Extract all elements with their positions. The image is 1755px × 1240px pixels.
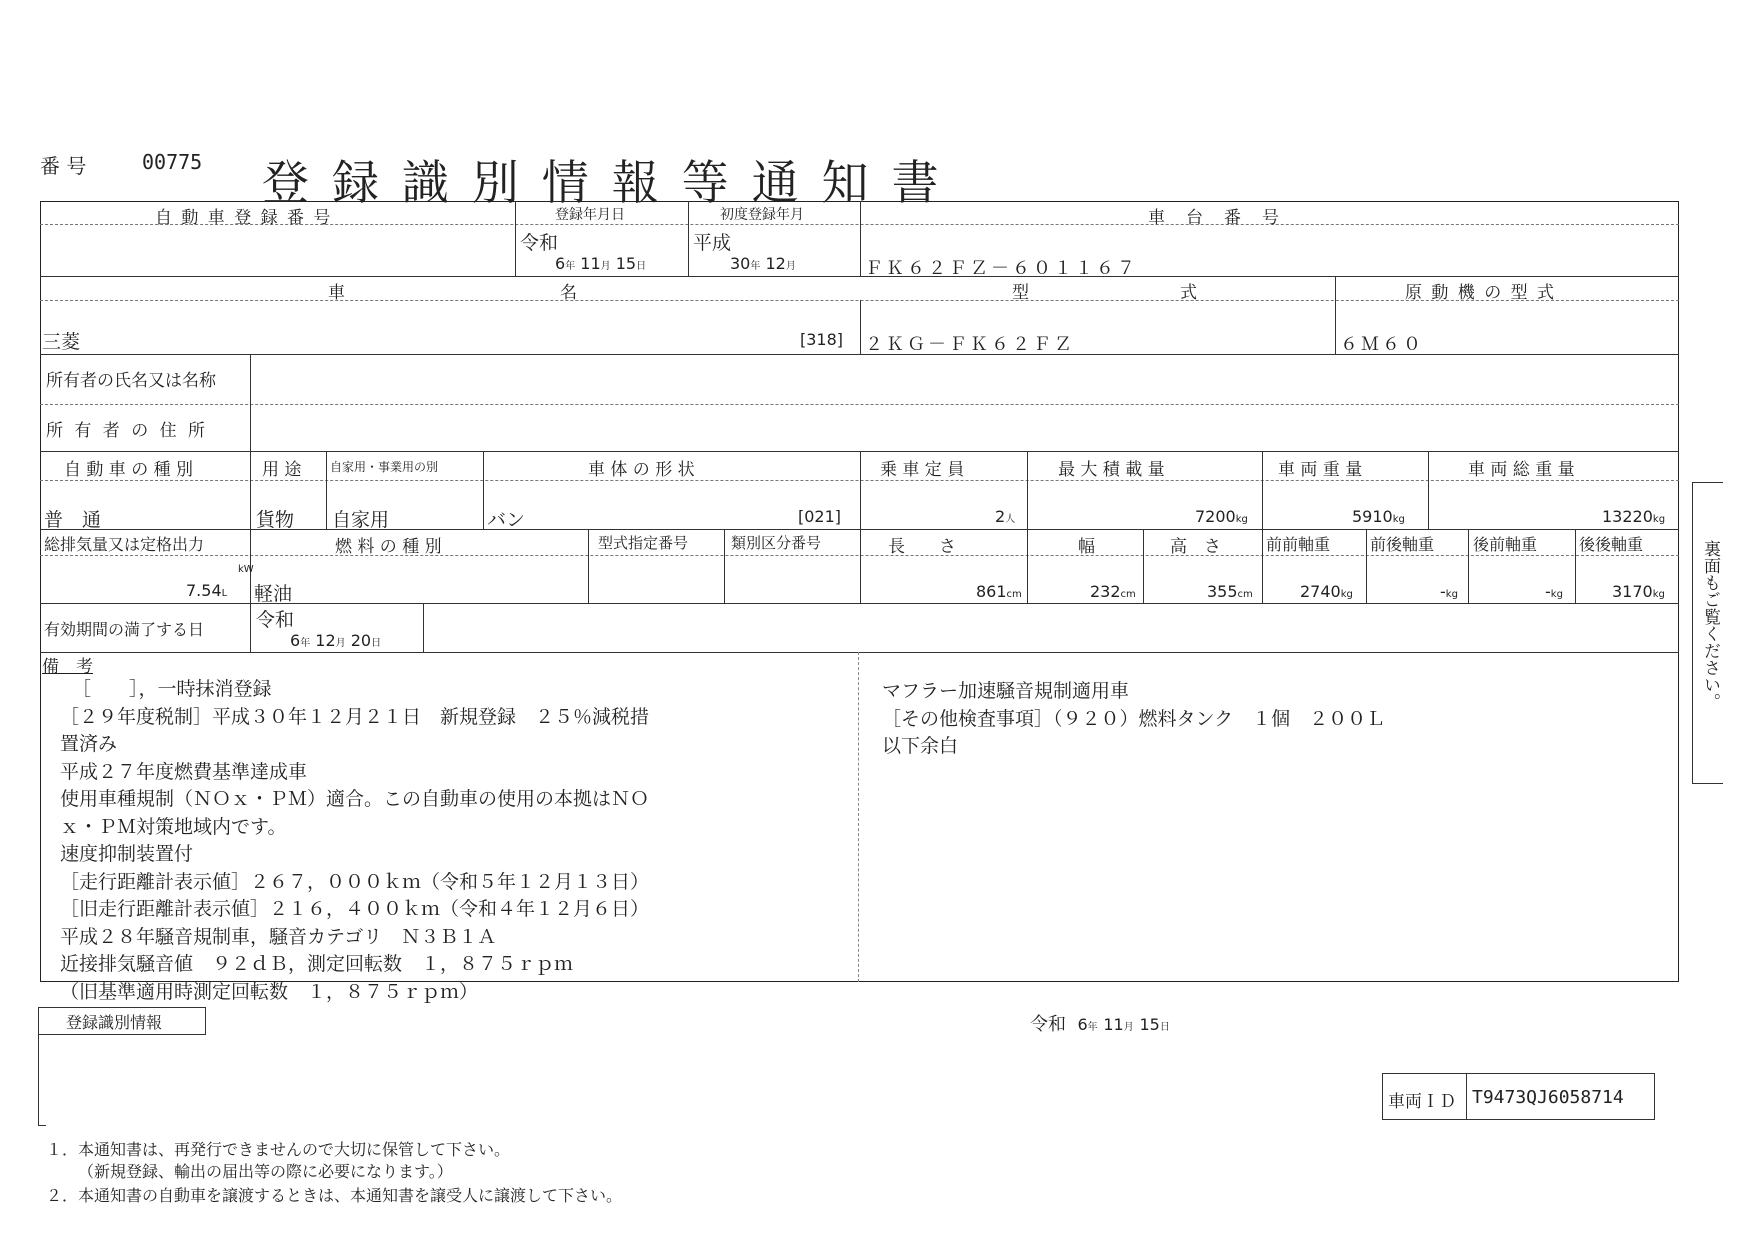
front-rear-axle-label: 前後軸重 xyxy=(1370,535,1435,554)
reg-date-era: 令和 xyxy=(520,232,559,254)
owner-name-label: 所有者の氏名又は名称 xyxy=(46,371,216,391)
remark-line: 平成２７年度燃費基準達成車 xyxy=(60,760,308,783)
private-business-label: 自家用・事業用の別 xyxy=(330,460,439,474)
rear-rear-axle-value: 3170kg xyxy=(1612,582,1665,601)
fuel-label: 燃 料 の 種 別 xyxy=(335,537,442,557)
kw-unit: kW xyxy=(238,564,254,575)
first-reg-label: 初度登録年月 xyxy=(720,207,804,223)
car-name: 三菱 xyxy=(42,331,81,353)
front-front-axle-label: 前前軸重 xyxy=(1266,535,1331,554)
rear-front-axle-value: -kg xyxy=(1545,582,1563,601)
displacement-label: 総排気量又は定格出力 xyxy=(44,535,205,554)
remark-line: ［２９年度税制］平成３０年１２月２１日 新規登録 ２５％減税措 xyxy=(60,705,650,728)
use-value: 貨物 xyxy=(256,509,295,531)
remark-line: ［旧走行距離計表示値］２１６，４００ｋｍ（令和４年１２月６日） xyxy=(60,898,650,920)
front-rear-axle-value: -kg xyxy=(1440,582,1458,601)
height-label: 高 さ xyxy=(1170,537,1221,557)
remarks-right xyxy=(882,678,1385,761)
engine-type-value: ６Ｍ６０ xyxy=(1340,334,1424,355)
gross-weight-label: 車 両 総 重 量 xyxy=(1468,460,1575,480)
displacement-value: 7.54L xyxy=(186,581,228,600)
reg-date-label: 登録年月日 xyxy=(555,207,625,223)
remark-line: 近接排気騒音値 ９２ｄＢ，測定回転数 １，８７５ｒｐｍ xyxy=(60,953,574,975)
remarks-label: 備 考 xyxy=(42,657,93,677)
car-code: [318] xyxy=(800,330,844,349)
number-label: 番 号 xyxy=(40,154,87,178)
vehicle-weight-value: 5910kg xyxy=(1352,507,1405,526)
reg-number-label: 自 動 車 登 録 番 号 xyxy=(155,208,333,228)
rear-front-axle-label: 後前軸重 xyxy=(1473,535,1538,554)
width-value: 232cm xyxy=(1090,582,1136,601)
body-code: [021] xyxy=(798,507,842,526)
height-value: 355cm xyxy=(1207,582,1253,601)
document-title: 登 録 識 別 情 報 等 通 知 書 xyxy=(262,156,943,211)
chassis-number-label: 車 台 番 号 xyxy=(1148,208,1281,228)
vehicle-kind-label: 自 動 車 の 種 別 xyxy=(64,460,194,480)
expiry-label: 有効期間の満了する日 xyxy=(44,620,205,639)
remark-line: 置済み xyxy=(60,733,118,755)
model-value: ２ＫＧ－ＦＫ６２ＦＺ xyxy=(865,334,1075,355)
footer-note-2: ２．本通知書の自動車を譲渡するときは、本通知書を譲受人に譲渡して下さい。 xyxy=(46,1186,623,1205)
type-designation-label: 型式指定番号 xyxy=(598,534,689,552)
rear-rear-axle-label: 後後軸重 xyxy=(1579,535,1644,554)
length-label: 長 さ xyxy=(888,537,956,557)
document-number: 00775 xyxy=(142,150,203,174)
owner-address-label: 所 有 者 の 住 所 xyxy=(46,421,209,441)
remark-line: 以下余白 xyxy=(882,735,959,757)
max-load-label: 最 大 積 載 量 xyxy=(1058,460,1165,480)
car-name-label-1: 車 xyxy=(328,283,347,303)
remark-line: ［走行距離計表示値］２６７，０００ｋｍ（令和５年１２月１３日） xyxy=(60,870,650,893)
private-business-value: 自家用 xyxy=(332,509,390,531)
first-reg-value: 30年 12月 xyxy=(730,254,796,273)
reg-date-value: 6年 11月 15日 xyxy=(555,254,647,273)
remark-line: 使用車種規制（ＮＯｘ・ＰＭ）適合。この自動車の使用の本拠はＮＯ xyxy=(60,788,650,810)
remark-line: 速度抑制装置付 xyxy=(60,843,194,865)
capacity-label: 乗 車 定 員 xyxy=(880,460,965,480)
vehicle-id-label: 車両ＩＤ xyxy=(1388,1092,1456,1112)
issue-date: 令和 6年 11月 15日 xyxy=(1030,1014,1170,1035)
vehicle-kind-value: 普 通 xyxy=(44,509,102,531)
remarks-left xyxy=(60,676,649,1006)
car-name-label-2: 名 xyxy=(560,283,579,303)
expiry-value: 6年 12月 20日 xyxy=(290,631,382,650)
model-label-2: 式 xyxy=(1180,283,1199,303)
remark-line: ｘ・ＰＭ対策地域内です。 xyxy=(60,815,287,838)
gross-weight-value: 13220kg xyxy=(1602,507,1666,526)
footer-note-1: １．本通知書は、再発行できませんので大切に保管して下さい。 xyxy=(46,1140,511,1159)
body-shape-label: 車 体 の 形 状 xyxy=(588,460,695,480)
footer-note-1-sub: （新規登録、輸出の届出等の際に必要になります。） xyxy=(78,1162,453,1181)
vehicle-weight-label: 車 両 重 量 xyxy=(1278,460,1363,480)
remark-line: 平成２８年騒音規制車，騒音カテゴリ Ｎ３Ｂ１Ａ xyxy=(60,925,497,948)
remark-line: （旧基準適用時測定回転数 １，８７５ｒｐｍ） xyxy=(60,980,479,1003)
use-label: 用 途 xyxy=(262,460,302,480)
expiry-era: 令和 xyxy=(256,609,295,631)
reg-id-info-label: 登録識別情報 xyxy=(66,1013,163,1032)
remark-line: ［その他検査事項］（９２０）燃料タンク １個 ２００Ｌ xyxy=(882,707,1386,730)
chassis-number: ＦＫ６２ＦＺ－６０１１６７ xyxy=(865,258,1138,279)
length-value: 861cm xyxy=(976,582,1022,601)
model-label-1: 型 xyxy=(1012,283,1031,303)
fuel-value: 軽油 xyxy=(254,583,293,605)
max-load-value: 7200kg xyxy=(1195,507,1248,526)
front-front-axle-value: 2740kg xyxy=(1300,582,1353,601)
vehicle-id-value: T9473QJ6058714 xyxy=(1472,1087,1624,1108)
remark-line: ［ ］，一時抹消登録 xyxy=(72,678,272,700)
side-note: 裏面もご覧ください。 xyxy=(1700,540,1720,710)
capacity-value: 2人 xyxy=(995,507,1016,526)
engine-type-label: 原 動 機 の 型 式 xyxy=(1405,283,1557,303)
body-shape-value: バン xyxy=(487,509,526,531)
category-number-label: 類別区分番号 xyxy=(731,534,822,552)
remark-line: マフラー加速騒音規制適用車 xyxy=(882,680,1130,702)
first-reg-era: 平成 xyxy=(693,232,732,254)
width-label: 幅 xyxy=(1078,537,1095,557)
